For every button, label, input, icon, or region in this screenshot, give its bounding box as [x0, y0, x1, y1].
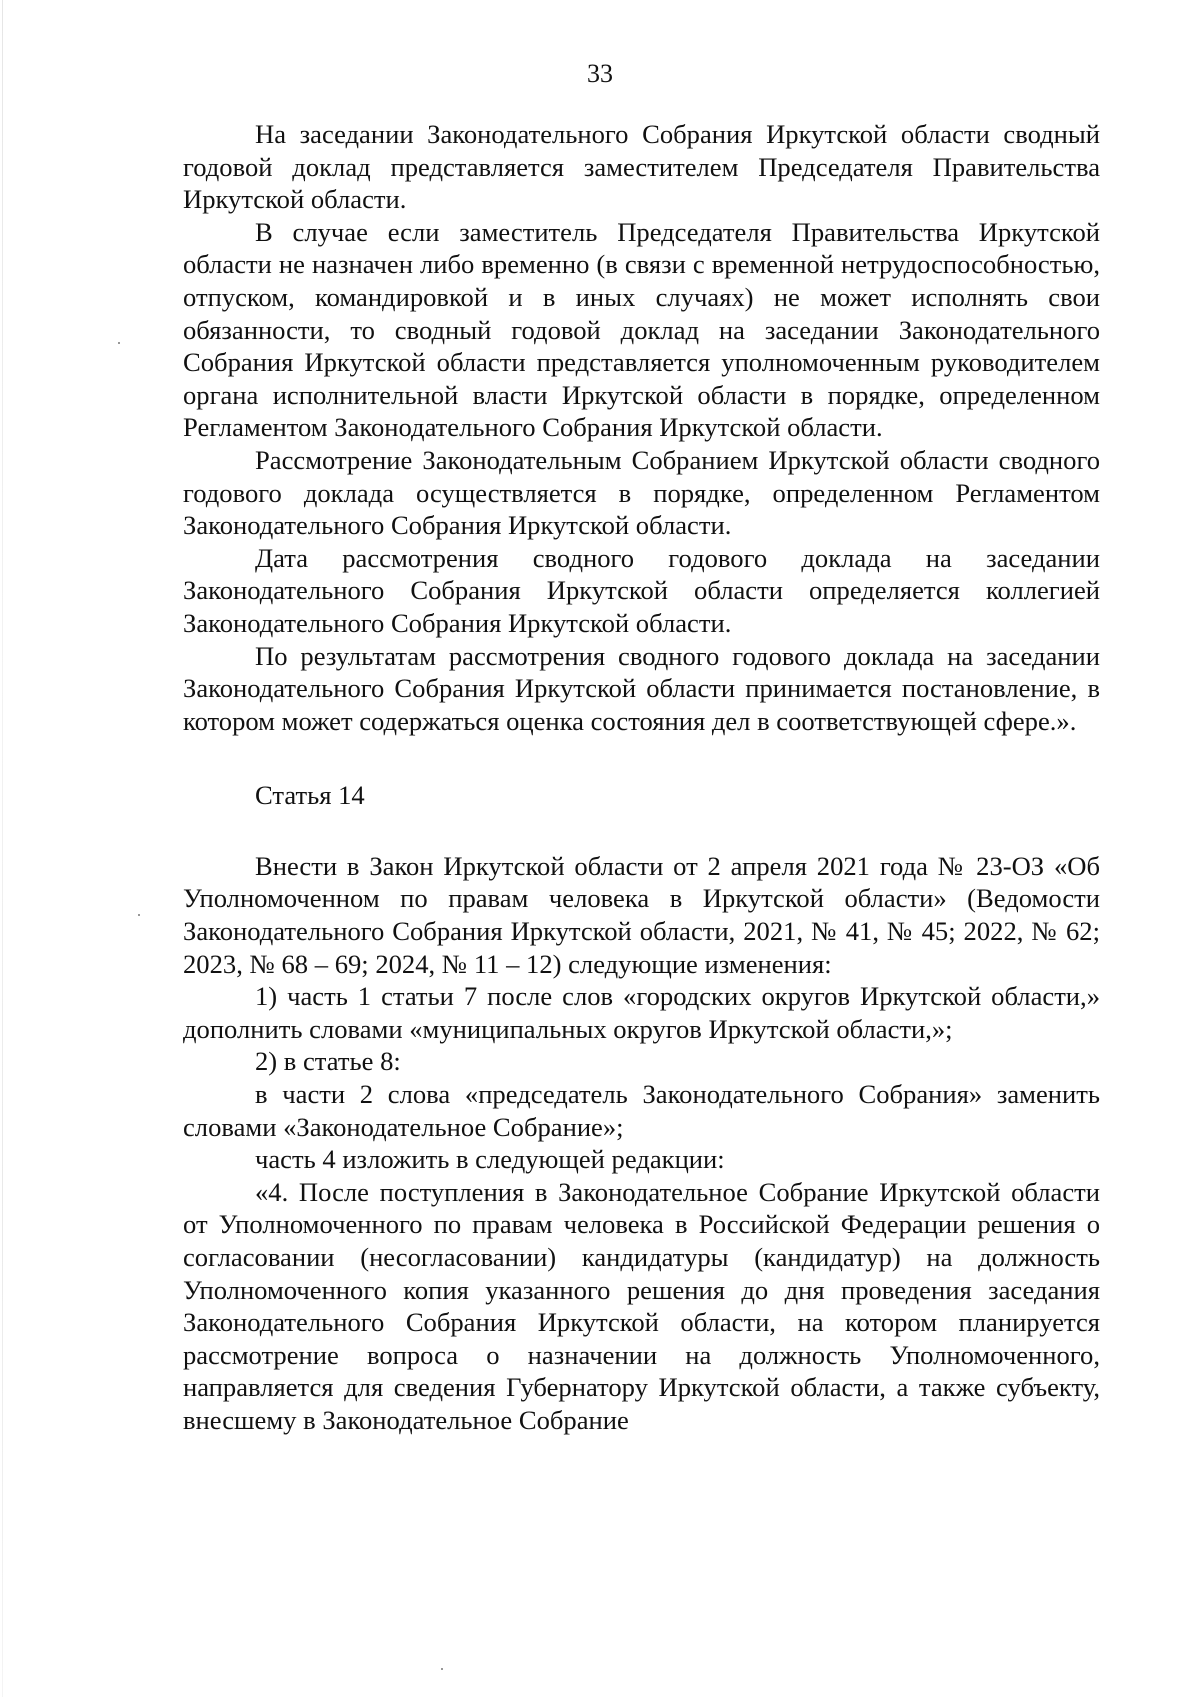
scan-speck [441, 1668, 443, 1670]
paragraph-deputy-absence: В случае если заместитель Председателя Правительства Иркутской области не назначен либо временно (в связи с временной нетрудоспособностью, отпуском, командировкой и в иных случаях) не может исполнять свои обязанности, то сводный годовой доклад на заседании Законодательного Собрания Иркутской области представляется уполномоченным руководителем органа исполнительной власти Иркутской области в порядке, определенном Регламентом Законодательного Собрания Иркутской области. [183, 216, 1100, 443]
paragraph-amendment-2-part-4-text: «4. После поступления в Законодательное Собрание Иркутской области от Уполномоченного по правам человека в Российской Федерации решения о согласовании (несогласовании) кандидатуры (кандидатур) на должность Уполномоченного копия указанного решения до дня проведения заседания Законодательного Собрания Иркутской области, на котором планируется рассмотрение вопроса о назначении на должность Уполномоченного, направляется для сведения Губернатору Иркутской области, а также субъекту, внесшему в Законодательное Собрание [183, 1176, 1100, 1435]
page-number: 33 [587, 59, 613, 88]
paragraph-report-consideration: Рассмотрение Законодательным Собранием Иркутской области сводного годового доклада осуществляется в порядке, определенном Регламентом Законодательного Собрания Иркутской области. [183, 444, 1100, 541]
article-heading: Статья 14 [255, 780, 365, 811]
document-body [183, 118, 1100, 1437]
paragraph-resolution: По результатам рассмотрения сводного годового доклада на заседании Законодательного Собрания Иркутской области принимается постановление, в котором может содержаться оценка состояния дел в соответствующей сфере.». [183, 640, 1100, 736]
paragraph-amendment-2: 2) в статье 8: [255, 1046, 401, 1077]
paragraph-amendment-1: 1) часть 1 статьи 7 после слов «городских округов Иркутской области,» дополнить словами «муниципальных округов Иркутской области,»; [183, 981, 1100, 1044]
scan-speck [118, 342, 120, 344]
paragraph-law-amendment-intro: Внести в Закон Иркутской области от 2 апреля 2021 года № 23-ОЗ «Об Уполномоченном по правам человека в Иркутской области» (Ведомости Законодательного Собрания Иркутской области, 2021, № 41, № 45; 2022, № 62; 2023, № 68 – 69; 2024, № 11 – 12) следующие изменения: [183, 850, 1100, 979]
paragraph-amendment-2-part-4-intro: часть 4 изложить в следующей редакции: [255, 1144, 725, 1175]
paragraph-amendment-2-part-2: в части 2 слова «председатель Законодательного Собрания» заменить словами «Законодательное Собрание»; [183, 1079, 1100, 1142]
scan-edge [2, 0, 3, 1697]
paragraph-report-presentation: На заседании Законодательного Собрания Иркутской области сводный годовой доклад представляется заместителем Председателя Правительства Иркутской области. [183, 119, 1100, 215]
paragraph-consideration-date: Дата рассмотрения сводного годового доклада на заседании Законодательного Собрания Иркутской области определяется коллегией Законодательного Собрания Иркутской области. [183, 542, 1100, 638]
scan-speck [138, 914, 140, 916]
